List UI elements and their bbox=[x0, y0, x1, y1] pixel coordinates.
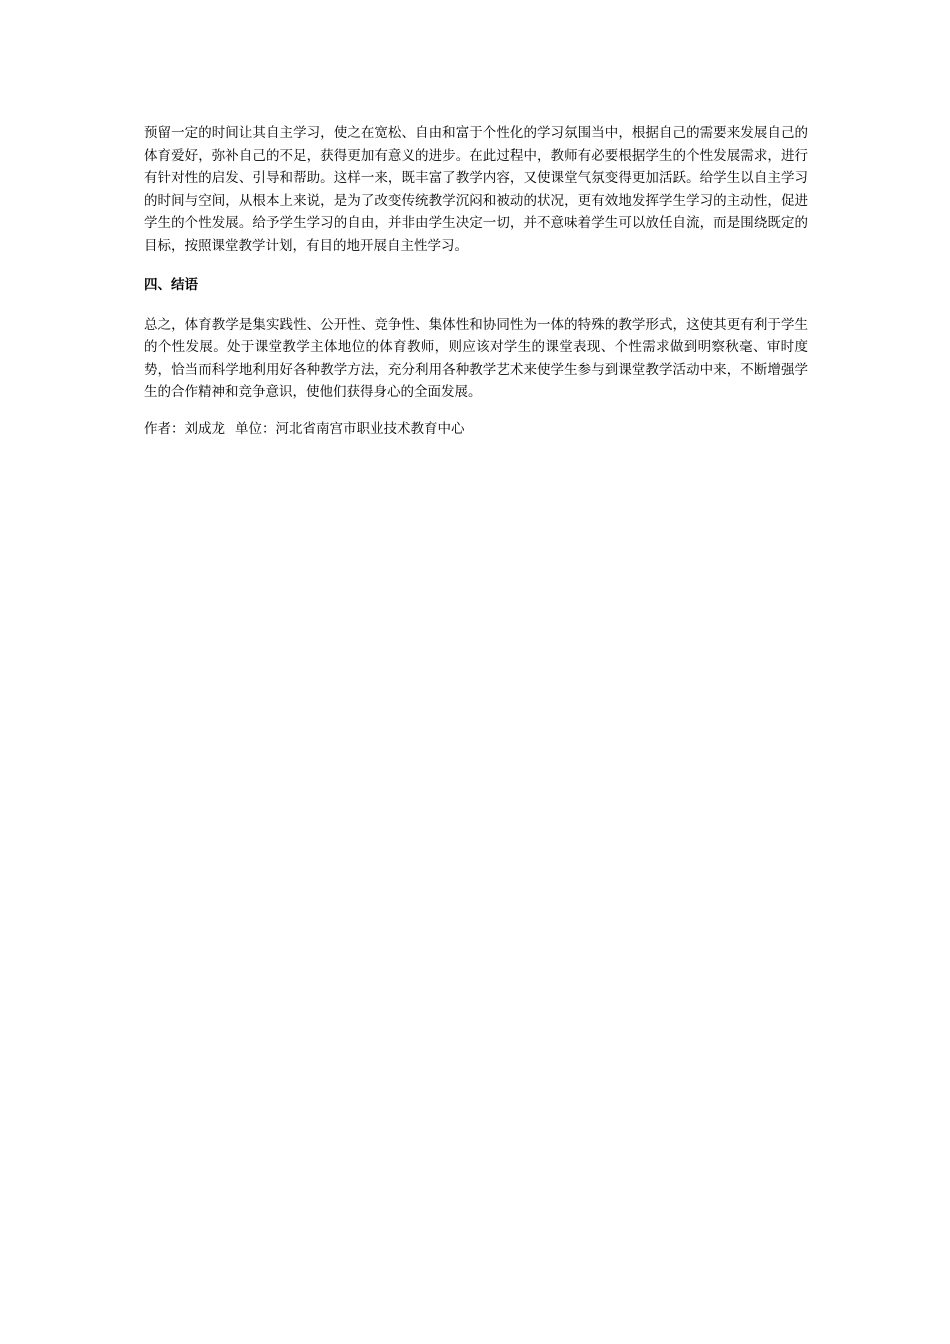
heading-spacer bbox=[144, 296, 808, 314]
section-heading: 四、结语 bbox=[144, 276, 198, 293]
author-name: 作者：刘成龙 bbox=[144, 420, 225, 437]
body-paragraph-1: 预留一定的时间让其自主学习，使之在宽松、自由和富于个性化的学习氛围当中，根据自己的需要来发展自己的体育爱好，弥补自己的不足，获得更加有意义的进步。在此过程中，教师有必要根据学生的个性发展需求，进行有针对性的启发、引导和帮助。这样一来，既丰富了教学内容，又使课堂气氛变得更加活跃。给学生以自主学习的时间与空间，从根本上来说，是为了改变传统教学沉闷和被动的状况，更有效地发挥学生学习的主动性，促进学生的个性发展。给予学生学习的自由，并非由学生决定一切，并不意味着学生可以放任自流，而是围绕既定的目标，按照课堂教学计划，有目的地开展自主性学习。 bbox=[144, 125, 808, 254]
body-paragraph-2: 总之，体育教学是集实践性、公开性、竞争性、集体性和协同性为一体的特殊的教学形式，这使其更有利于学生的个性发展。处于课堂教学主体地位的体育教师，则应该对学生的课堂表现、个性需求做到明察秋毫、审时度势，恰当而科学地利用好各种教学方法，充分利用各种教学艺术来使学生参与到课堂教学活动中来，不断增强学生的合作精神和竞争意识，使他们获得身心的全面发展。 bbox=[144, 316, 808, 401]
document-page bbox=[144, 122, 808, 440]
author-line bbox=[144, 418, 808, 440]
paragraph-spacer bbox=[144, 258, 808, 274]
paragraph-spacer bbox=[144, 404, 808, 418]
author-unit: 单位：河北省南宫市职业技术教育中心 bbox=[235, 420, 465, 437]
